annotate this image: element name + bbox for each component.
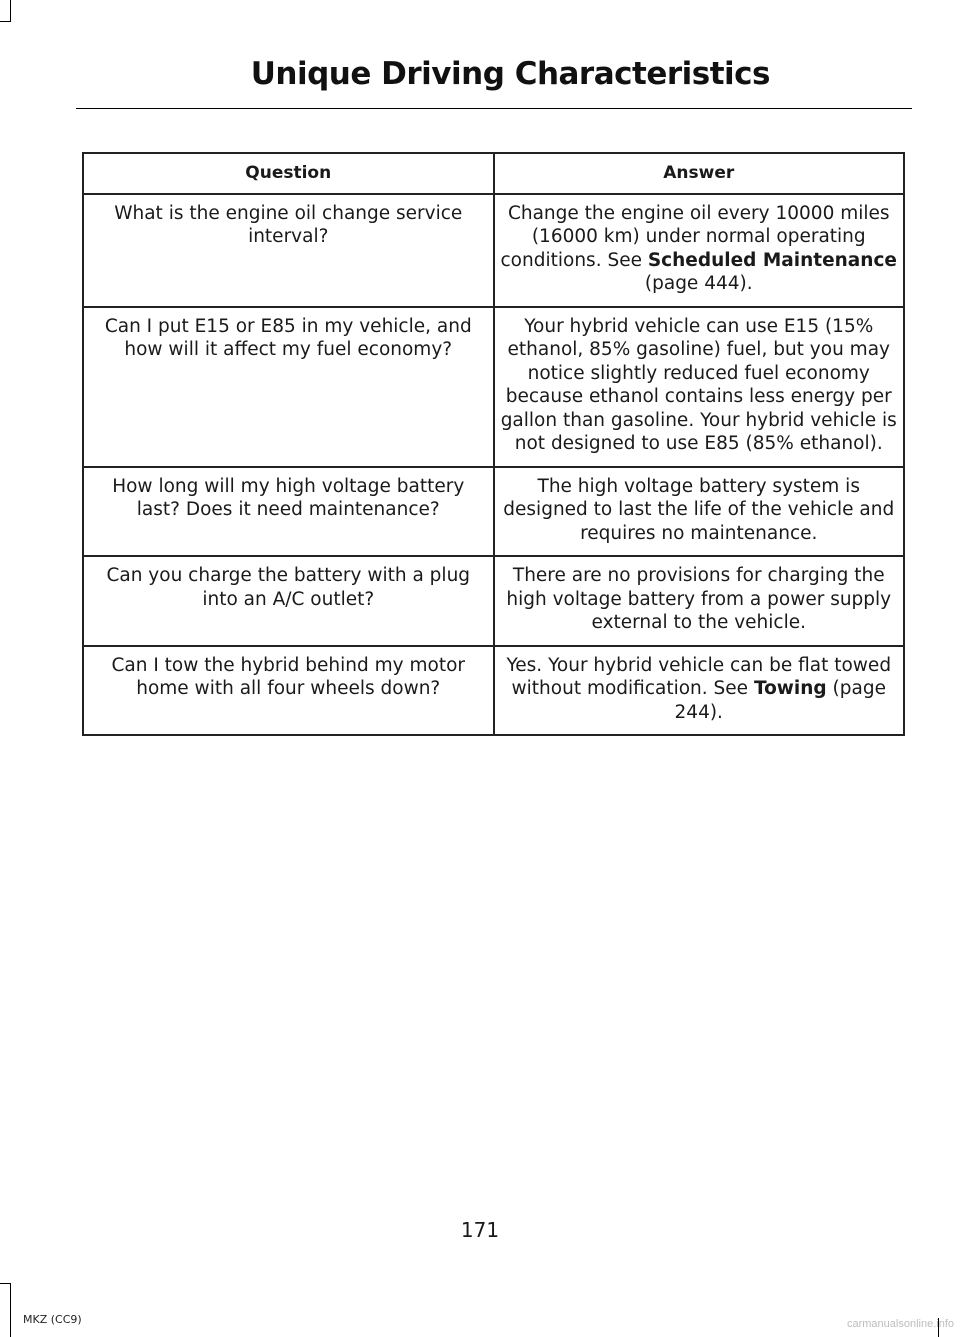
- title-divider: [76, 108, 912, 109]
- question-cell: Can I put E15 or E85 in my vehicle, and how will it affect my fuel economy?: [83, 307, 494, 467]
- crop-mark-top-left-h: [0, 21, 11, 22]
- page-title: Unique Driving Characteristics: [250, 56, 770, 92]
- answer-cell: [494, 646, 905, 736]
- crop-mark-bottom-left: [10, 1283, 11, 1337]
- question-cell: Can you charge the battery with a plug into an A/C outlet?: [83, 556, 494, 646]
- cross-reference-link[interactable]: Towing: [753, 678, 827, 699]
- answer-cell: There are no provisions for charging the high voltage battery from a power supply external to the vehicle.: [494, 556, 905, 646]
- answer-cell: The high voltage battery system is designed to last the life of the vehicle and requires no maintenance.: [494, 467, 905, 557]
- answer-cell: Your hybrid vehicle can use E15 (15% ethanol, 85% gasoline) fuel, but you may notice slightly reduced fuel economy because ethanol contains less energy per gallon than gasoline. Your hybrid vehicle is not designed to use E85 (85% ethanol).: [494, 307, 905, 467]
- column-header-question: Question: [83, 153, 494, 194]
- question-cell: What is the engine oil change service interval?: [83, 194, 494, 307]
- answer-cell: [494, 194, 905, 307]
- page-reference: (page 444).: [644, 273, 753, 294]
- table-row: [83, 194, 904, 307]
- table-row: [83, 646, 904, 736]
- page-reference: (page 244).: [674, 678, 886, 723]
- page-number: 171: [460, 1218, 500, 1242]
- table-row: [83, 556, 904, 646]
- question-cell: Can I tow the hybrid behind my motor home with all four wheels down?: [83, 646, 494, 736]
- cross-reference-link[interactable]: Scheduled Maintenance: [647, 249, 897, 271]
- answer-text: Yes. Your hybrid vehicle can be flat towed without modification. See: [506, 654, 892, 699]
- watermark: carmanualsonline.info: [846, 1318, 954, 1330]
- faq-table: [82, 152, 905, 736]
- column-header-answer: Answer: [494, 153, 905, 194]
- table-header-row: [83, 153, 904, 194]
- crop-mark-top-left: [10, 0, 11, 22]
- answer-text: Change the engine oil every 10000 miles (16000 km) under normal operating conditions. See: [500, 202, 890, 271]
- question-cell: How long will my high voltage battery last? Does it need maintenance?: [83, 467, 494, 557]
- model-label: MKZ (CC9): [23, 1313, 82, 1326]
- table-row: [83, 307, 904, 467]
- crop-mark-bottom-left-h: [0, 1283, 11, 1284]
- table-row: [83, 467, 904, 557]
